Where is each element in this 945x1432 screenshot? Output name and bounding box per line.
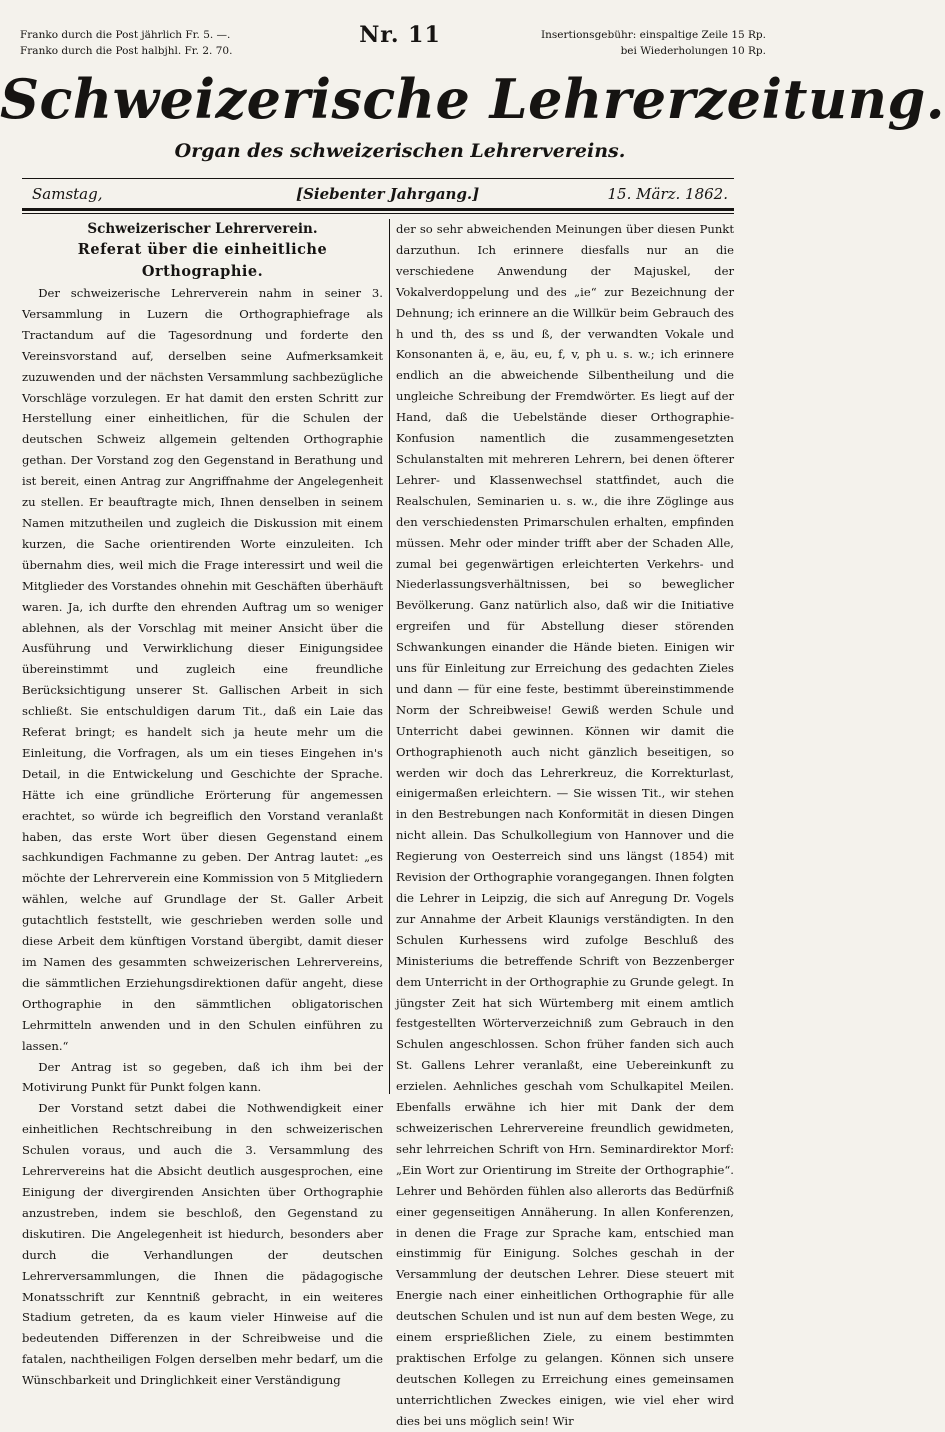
masthead-title: Schweizerische Lehrerzeitung. — [0, 67, 945, 131]
subscription-line-yearly: Franko durch die Post jährlich Fr. 5. —. — [20, 29, 231, 41]
paragraph: Der Vorstand setzt dabei die Nothwendigkeit einer einheitlichen Rechtschreibung in den schweizerischen Schulen voraus, und auch die 3. Versammlung des Lehrervereins hat die Absicht deutlich ausgesprochen, eine Einigung der divergirenden Ansichten über Orthographie anzustreben, indem sie beschloß, den Gegenstand zu diskutiren. Die Angelegenheit ist hiedurch, besonders aber durch die Verhandlungen der deutschen Lehrerversammlungen, die Ihnen die pädagogische Monatsschrift zur Kenntniß gebracht, in ein weiteres Stadium getreten, da es kaum vieler Hinweise auf die bedeutenden Differenzen in der Schreibweise und die fatalen, nachtheiligen Folgen derselben mehr bedarf, um die Wünschbarkeit und Dringlichkeit einer Verständigung — [22, 1101, 383, 1388]
article-heading: Schweizerischer Lehrerverein. — [87, 221, 318, 237]
subscription-line-halfyear: Franko durch die Post halbjhl. Fr. 2. 70. — [20, 45, 233, 57]
column-left — [22, 219, 383, 1391]
column-right — [396, 219, 734, 1432]
issue-number: Nr. 11 — [359, 22, 441, 48]
dateline-day: Samstag, — [32, 185, 103, 203]
dateline — [24, 185, 732, 207]
masthead-subtitle: Organ des schweizerischen Lehrervereins. — [174, 140, 626, 162]
article-subheading: Referat über die einheitliche Orthographie. — [77, 241, 328, 280]
paragraph: Der Antrag ist so gegeben, daß ich ihm bei der Motivirung Punkt für Punkt folgen kann. — [22, 1059, 383, 1095]
dateline-date: 15. März. 1862. — [607, 185, 728, 203]
rule-bottom-thin — [22, 213, 734, 214]
dateline-volume: [Siebenter Jahrgang.] — [296, 185, 480, 203]
column-divider — [389, 219, 390, 1094]
rule-top — [22, 178, 734, 179]
insertion-fee-line: Insertionsgebühr: einspaltige Zeile 15 Rp. — [540, 29, 766, 41]
paragraph: der so sehr abweichenden Meinungen über diesen Punkt darzuthun. Ich erinnere diesfalls nur an die verschiedene Anwendung der Majuskel, der Vokalverdoppelung und des „ie“ zur Bezeichnung der Dehnung; ich erinnere an die Willkür beim Gebrauch des h und th, des ss und ß, der verwandten Vokale und Konsonanten ä, e, äu, eu, f, v, ph u. s. w.; ich erinnere endlich an die abweichende Silbentheilung und die ungleiche Schreibung der Fremdwörter. Es liegt auf der Hand, daß die Uebelstände dieser Orthographie-Konfusion namentlich die zusammengesetzten Schulanstalten mit mehreren Lehrern, bei denen öfterer Lehrer- und Klassenwechsel stattfindet, auch die Realschulen, Seminarien u. s. w., die ihre Zöglinge aus den verschiedensten Primarschulen erhalten, empfinden müssen. Mehr oder minder trifft aber der Schaden Alle, zumal bei gegenwärtigen erleichterten Verkehrs- und Niederlassungsverhältnissen, bei so beweglicher Bevölkerung. Ganz natürlich also, daß wir die Initiative ergreifen und für Abstellung dieser störenden Schwankungen einander die Hände bieten. Einigen wir uns für Einleitung zur Erreichung des gedachten Zieles und dann — für eine feste, bestimmt übereinstimmende Norm der Schreibweise! Gewiß werden Schule und Unterricht dabei gewinnen. Können wir damit die Orthographienoth auch nicht gänzlich beseitigen, so werden wir doch das Lehrerkreuz, die Korrekturlast, einigermaßen erleichtern. — Sie wissen Tit., wir stehen in den Bestrebungen nach Konformität in diesen Dingen nicht allein. Das Schulkollegium von Hannover und die Regierung von Oesterreich sind uns längst (1854) mit Revision der Orthographie vorangegangen. Ihnen folgten die Lehrer in Leipzig, die sich auf Anregung Dr. Vogels zur Annahme der Arbeit Klaunigs verständigten. In den Schulen Kurhessens wird zufolge Beschluß des Ministeriums die betreffende Schrift von Bezzenberger dem Unterricht in der Orthographie zu Grunde gelegt. In jüngster Zeit hat sich Würtemberg mit einem amtlich festgestellten Wörterverzeichniß zum Gebrauch in den Schulen angeschlossen. Schon früher fanden sich auch St. Gallens Lehrer veranlaßt, eine Uebereinkunft zu erzielen. Aehnliches geschah vom Schulkapitel Meilen. Ebenfalls erwähne ich hier mit Dank der dem schweizerischen Lehrervereine freundlich gewidmeten, sehr lehrreichen Schrift von Hrn. Seminardirektor Morf: „Ein Wort zur Orientirung im Streite der Orthographie“. Lehrer und Behörden fühlen also allerorts das Bedürfniß einer gegenseitigen Annäherung. In allen Konferenzen, in denen die Frage zur Sprache kam, entschied man einstimmig für Einigung. Solches geschah in der Versammlung der deutschen Lehrer. Diese steuert mit Energie nach einer einheitlichen Orthographie für alle deutschen Schulen und ist nun auf dem besten Wege, zu einem ersprießlichen Ziele, zu einem bestimmten praktischen Erfolge zu gelangen. Können sich unsere deutschen Kollegen zu Erreichung eines gemeinsamen unterrichtlichen Zweckes einigen, wie viel eher wird dies bei uns möglich sein! Wir — [396, 222, 734, 1428]
paragraph: Der schweizerische Lehrerverein nahm in seiner 3. Versammlung in Luzern die Orthographiefrage als Tractandum auf die Tagesordnung und forderte den Vereinsvorstand auf, derselben seine Aufmerksamkeit zuzuwenden und der nächsten Versammlung sachbezügliche Vorschläge vorzulegen. Er hat damit den ersten Schritt zur Herstellung einer einheitlichen, für die Schulen der deutschen Schweiz allgemein geltenden Orthographie gethan. Der Vorstand zog den Gegenstand in Berathung und ist bereit, einen Antrag zur Angriffnahme der Angelegenheit zu stellen. Er beauftragte mich, Ihnen denselben in seinem Namen mitzutheilen und zugleich die Diskussion mit einem kurzen, die Sache orientirenden Worte einzuleiten. Ich übernahm dies, weil mich die Frage interessirt und weil die Mitglieder des Vorstandes ohnehin mit Geschäften überhäuft waren. Ja, ich durfte den ehrenden Auftrag um so weniger ablehnen, als der Vorschlag mit meiner Ansicht über die Ausführung und Verwirklichung dieser Einigungsidee übereinstimmt und zugleich eine freundliche Berücksichtigung unserer St. Gallischen Arbeit in sich schließt. Sie entschuldigen darum Tit., daß ein Laie das Referat bringt; es handelt sich ja heute mehr um die Einleitung, die Vorfragen, als um ein tieses Eingehen in's Detail, in die Entwickelung und Geschichte der Sprache. Hätte ich eine gründliche Erörterung für angemessen erachtet, so würde ich begreiflich den Vorstand veranlaßt haben, das erste Wort über diesen Gegenstand einem sachkundigen Fachmanne zu geben. Der Antrag lautet: „es möchte der Lehrerverein eine Kommission von 5 Mitgliedern wählen, welche auf Grundlage der St. Galler Arbeit gutachtlich feststellt, wie geschrieben werden solle und diese Arbeit dem künftigen Vorstand übergibt, damit dieser im Namen des gesammten schweizerischen Lehrervereins, die sämmtlichen Erziehungsdirektionen dafür angeht, diese Orthographie in den sämmtlichen obligatorischen Lehrmitteln anwenden und in den Schulen einführen zu lassen.“ — [22, 286, 383, 1053]
insertion-fee-info — [541, 27, 766, 59]
rule-bottom-thick — [22, 208, 734, 211]
insertion-repeat-line: bei Wiederholungen 10 Rp. — [620, 45, 766, 57]
